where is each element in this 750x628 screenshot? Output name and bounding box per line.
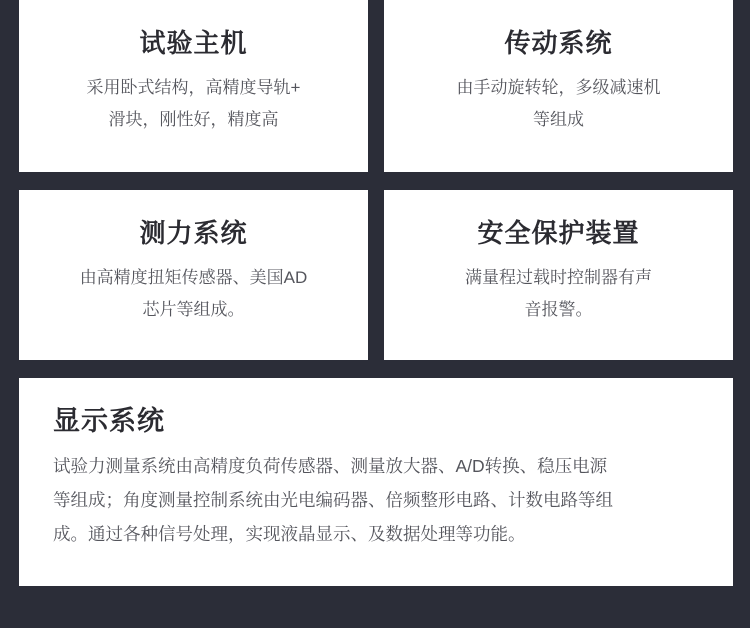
card-text-line: 由高精度扭矩传感器、美国AD <box>79 268 308 287</box>
card-text-line: 等组成；角度测量控制系统由光电编码器、倍频整形电路、计数电路等组 <box>53 490 613 510</box>
feature-card-safety-protection <box>384 190 733 360</box>
card-text-line: 成。通过各种信号处理，实现液晶显示、及数据处理等功能。 <box>53 524 526 544</box>
card-text-line: 满量程过载时控制器有声 <box>465 268 652 287</box>
card-text-line: 由手动旋转轮，多级减速机 <box>456 78 661 97</box>
card-text-line: 等组成 <box>533 110 584 129</box>
card-text-line: 芯片等组成。 <box>142 300 245 319</box>
card-title: 试验主机 <box>139 28 248 58</box>
bottom-spacer <box>0 586 750 628</box>
card-title: 测力系统 <box>139 218 248 248</box>
card-body <box>53 449 703 551</box>
card-body <box>19 72 368 136</box>
card-body <box>384 72 733 136</box>
feature-card-transmission <box>384 0 733 172</box>
card-body <box>19 262 368 326</box>
card-title: 安全保护装置 <box>477 218 640 248</box>
card-title: 传动系统 <box>504 28 613 58</box>
card-text-line: 滑块，刚性好，精度高 <box>108 110 279 129</box>
feature-card-display-system <box>19 378 733 586</box>
card-text-line: 音报警。 <box>524 300 593 319</box>
card-text-line: 采用卧式结构，高精度导轨+ <box>86 78 301 97</box>
feature-card-test-host <box>19 0 368 172</box>
feature-card-force-measurement <box>19 190 368 360</box>
card-text-line: 试验力测量系统由高精度负荷传感器、测量放大器、A/D转换、稳压电源 <box>53 456 608 476</box>
card-title: 显示系统 <box>53 406 165 436</box>
card-body <box>384 262 733 326</box>
